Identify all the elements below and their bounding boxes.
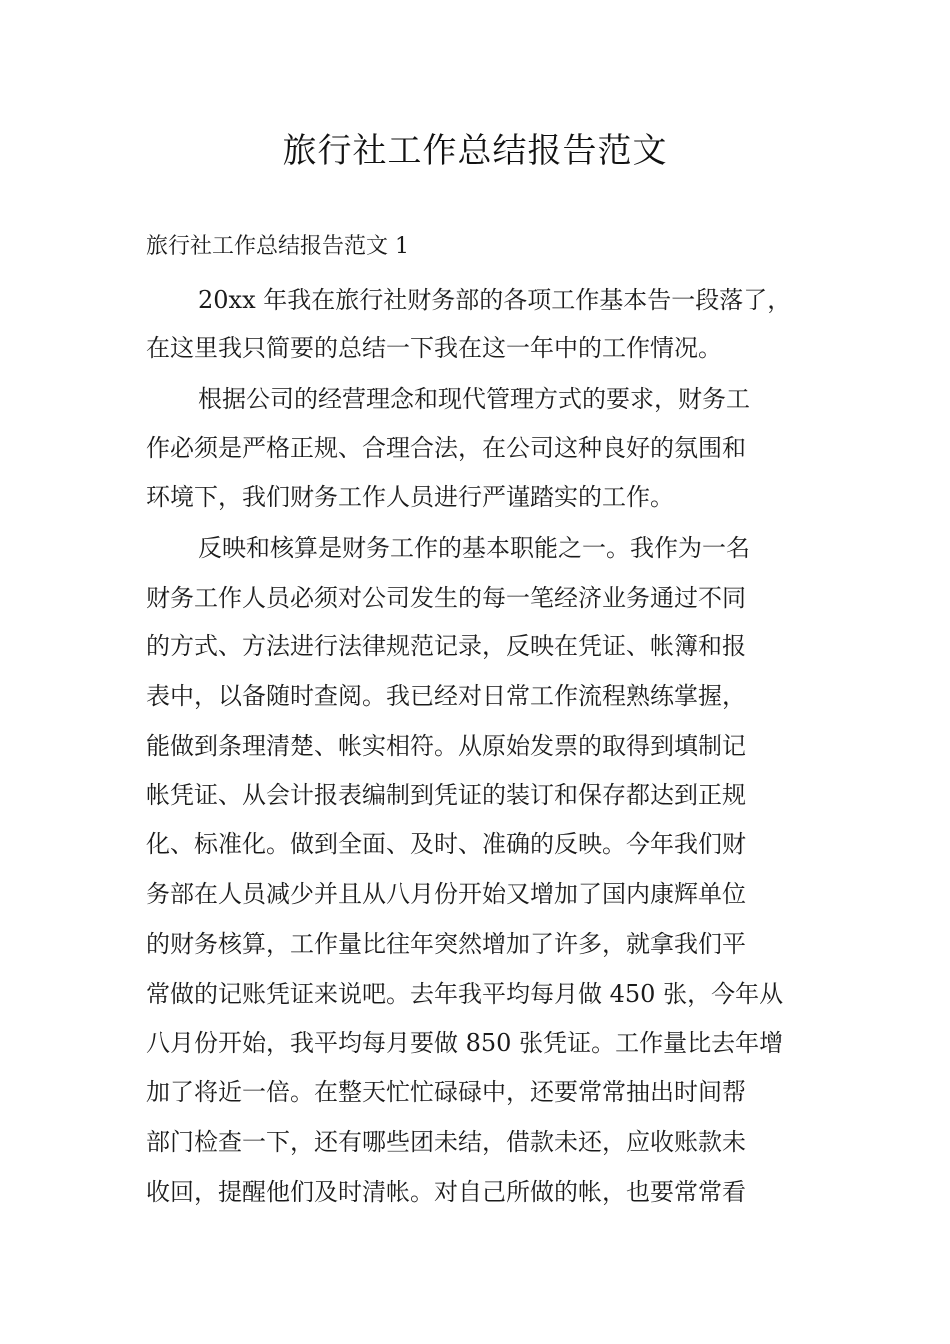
paragraph-line: 的财务核算，工作量比往年突然增加了许多，就拿我们平 — [146, 930, 746, 958]
paragraph-line: 环境下，我们财务工作人员进行严谨踏实的工作。 — [146, 483, 674, 511]
paragraph-line: 化、标准化。做到全面、及时、准确的反映。今年我们财 — [146, 830, 746, 858]
paragraph-line: 20xx 年我在旅行社财务部的各项工作基本告一段落了， — [198, 286, 792, 314]
paragraph-line: 财务工作人员必须对公司发生的每一笔经济业务通过不同 — [146, 584, 746, 612]
paragraph-line: 八月份开始，我平均每月要做 850 张凭证。工作量比去年增 — [146, 1029, 784, 1057]
document-title: 旅行社工作总结报告范文 — [282, 131, 668, 171]
paragraph-line: 反映和核算是财务工作的基本职能之一。我作为一名 — [198, 534, 750, 562]
section-heading: 旅行社工作总结报告范文 1 — [146, 234, 409, 259]
paragraph-line: 加了将近一倍。在整天忙忙碌碌中，还要常常抽出时间帮 — [146, 1078, 746, 1106]
paragraph-line: 帐凭证、从会计报表编制到凭证的装订和保存都达到正规 — [146, 781, 746, 809]
paragraph-line: 收回，提醒他们及时清帐。对自己所做的帐，也要常常看 — [146, 1178, 746, 1206]
paragraph-line: 根据公司的经营理念和现代管理方式的要求，财务工 — [198, 385, 750, 413]
paragraph-line: 表中，以备随时查阅。我已经对日常工作流程熟练掌握， — [146, 682, 746, 710]
paragraph-line: 常做的记账凭证来说吧。去年我平均每月做 450 张，今年从 — [146, 980, 784, 1008]
paragraph-line: 作必须是严格正规、合理合法，在公司这种良好的氛围和 — [146, 434, 746, 462]
paragraph-line: 部门检查一下，还有哪些团未结，借款未还，应收账款未 — [146, 1128, 746, 1156]
paragraph-line: 的方式、方法进行法律规范记录，反映在凭证、帐簿和报 — [146, 632, 746, 660]
paragraph-line: 在这里我只简要的总结一下我在这一年中的工作情况。 — [146, 334, 722, 362]
paragraph-line: 能做到条理清楚、帐实相符。从原始发票的取得到填制记 — [146, 732, 746, 760]
paragraph-line: 务部在人员减少并且从八月份开始又增加了国内康辉单位 — [146, 880, 746, 908]
